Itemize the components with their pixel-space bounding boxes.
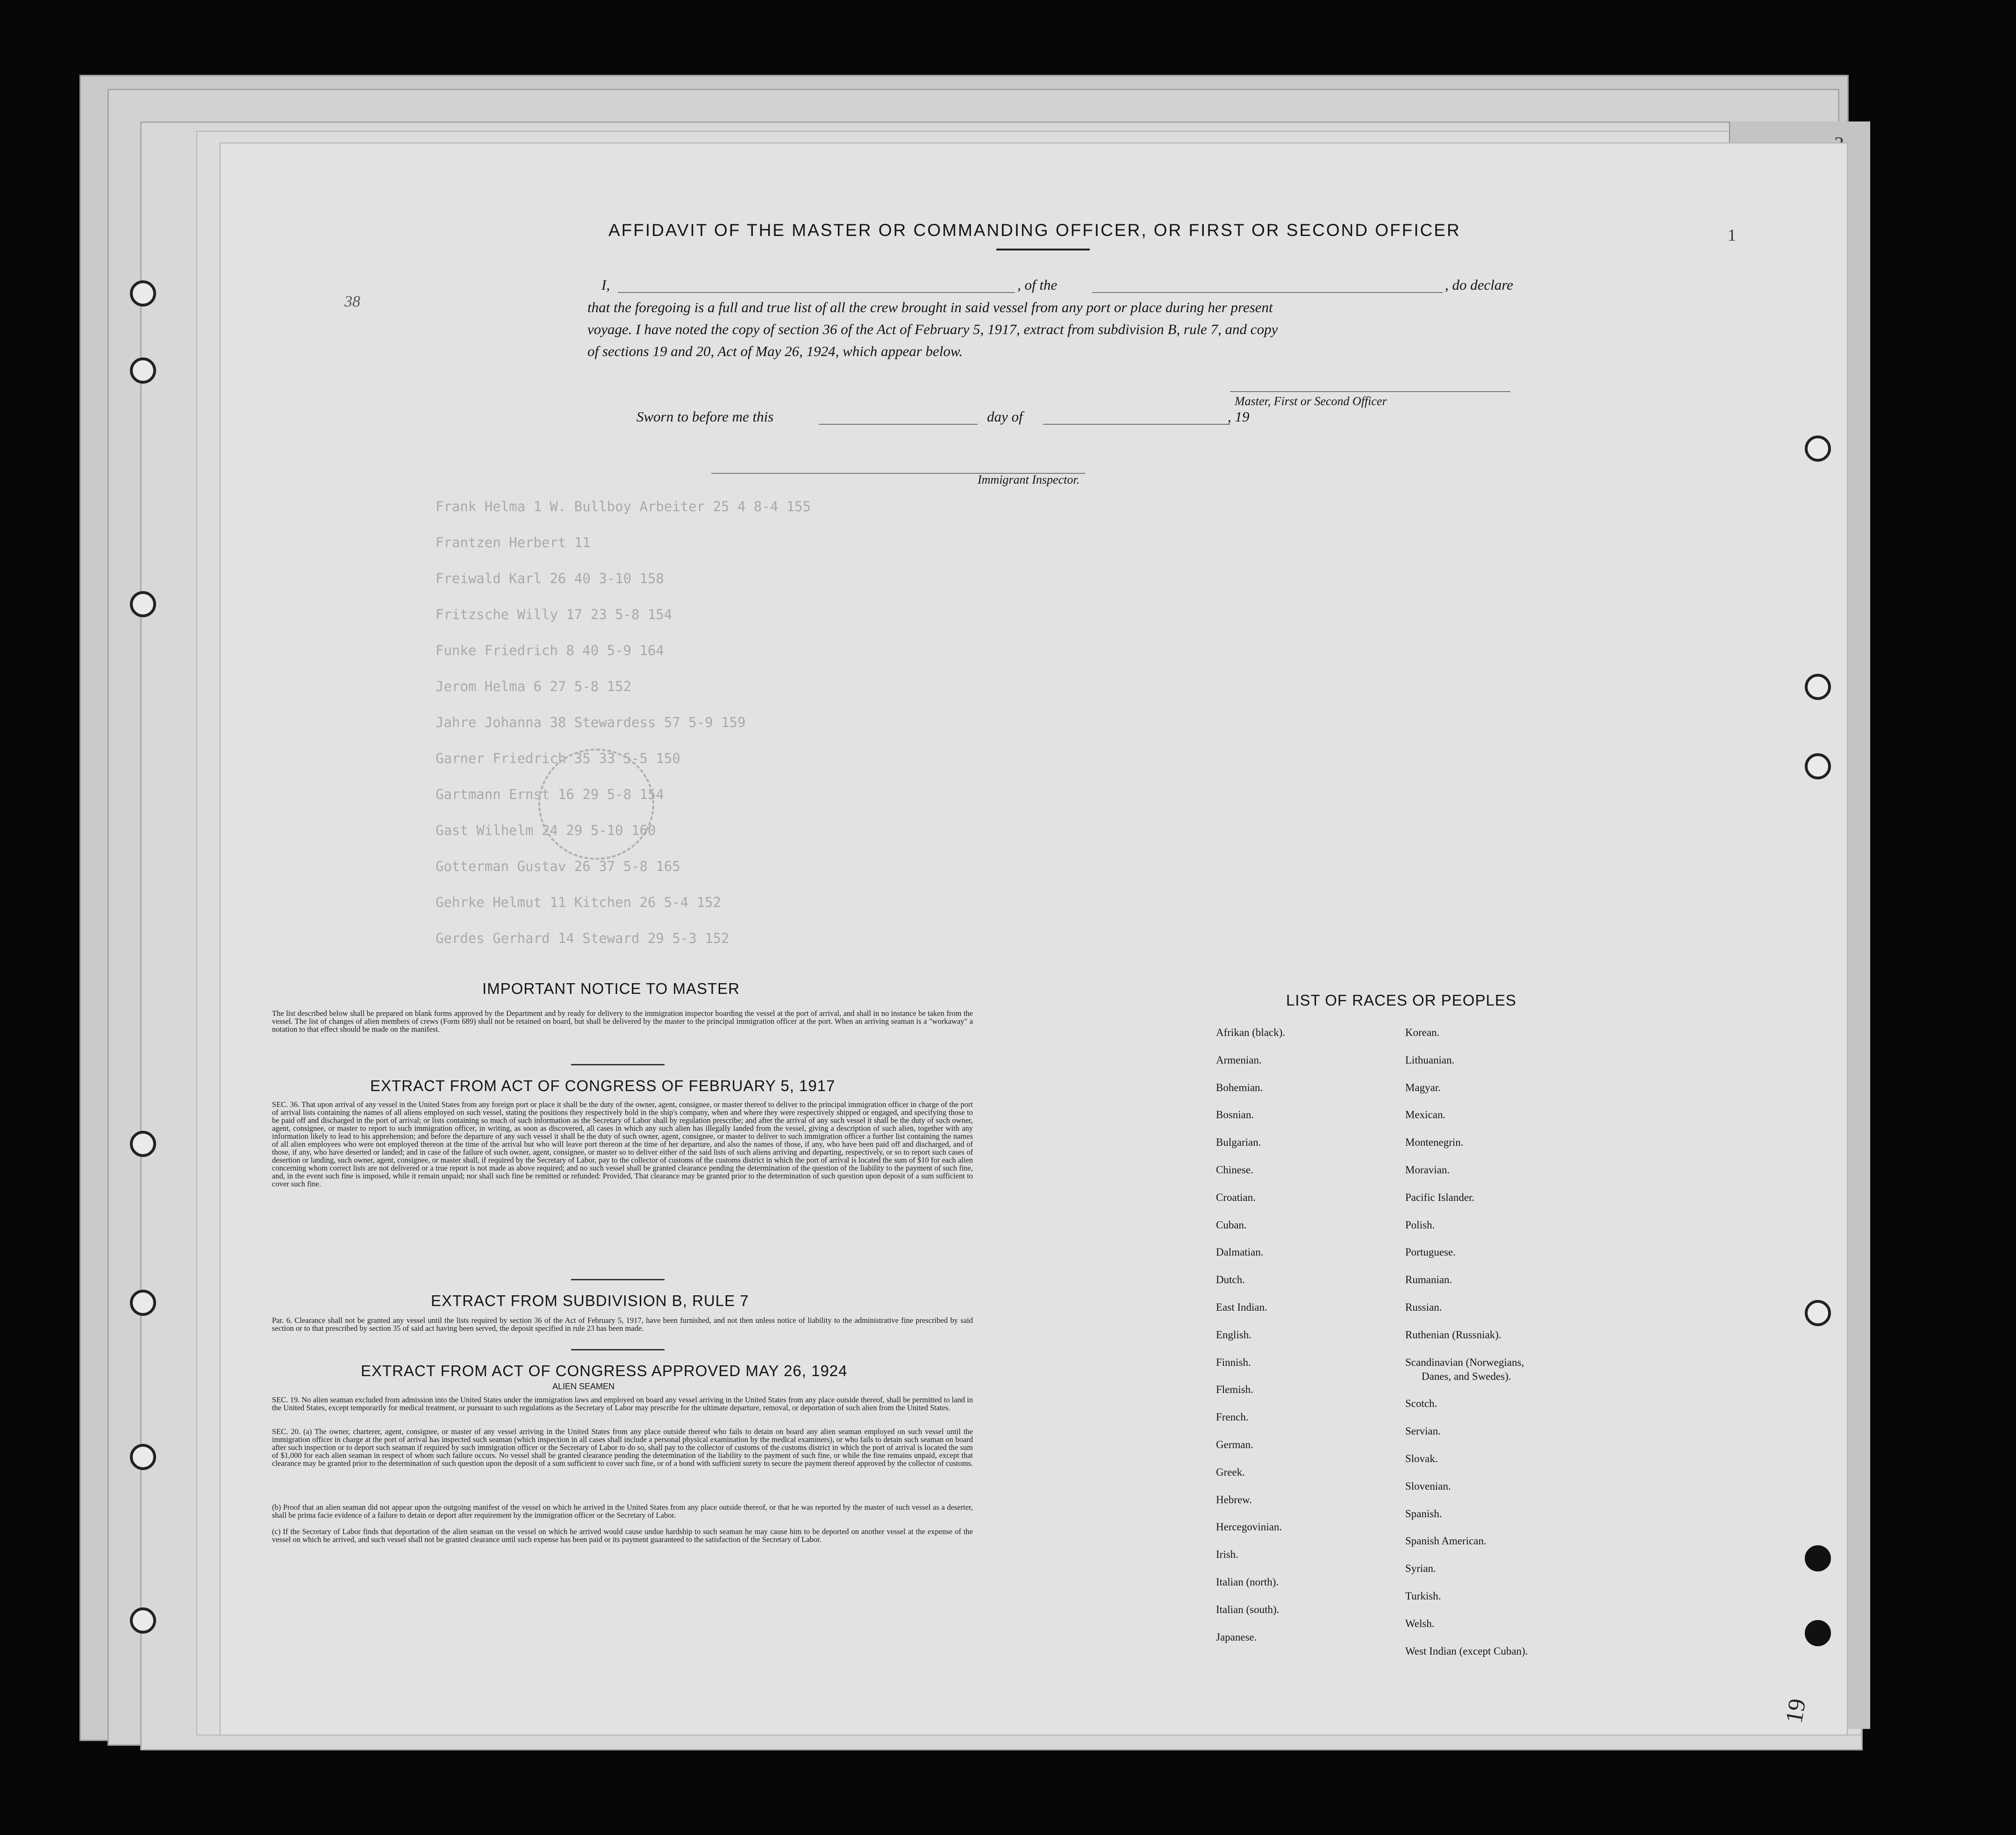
race-item: Afrikan (black). [1216,1027,1286,1038]
section-rule [571,1279,665,1280]
race-item: Korean. [1405,1027,1440,1038]
affidavit-line-4: of sections 19 and 20, Act of May 26, 1924, which appear below. [587,343,963,359]
race-item: Portuguese. [1405,1246,1456,1258]
binder-hole [130,357,156,384]
ghost-row: Garner Friedrich 35 33 5-5 150 [436,750,680,766]
month-blank [1043,424,1230,425]
race-item: Irish. [1216,1549,1238,1561]
section-rule [571,1349,665,1350]
binder-hole [130,1607,156,1634]
race-item: Croatian. [1216,1191,1256,1203]
affidavit-line-3: voyage. I have noted the copy of section 36 of the Act of February 5, 1917, extract from subdivision B, rule 7, and copy [587,321,1278,337]
race-item: Magyar. [1405,1081,1441,1093]
notice-body: The list described below shall be prepared on blank forms approved by the Department and by ready for delivery to the immigration inspector boarding the vessel at the port of arrival, and shall in no instance be taken from the vessel. The list of changes of alien members of crews (Form 689) shall not be retained on board, but shall be delivered by the master to the principal immigration officer at the port. When an arriving seaman is a "workaway" a notation to that effect should be made on the manifest. [272,1009,973,1034]
ghost-row: Freiwald Karl 26 40 3-10 158 [436,571,664,586]
extract-1924-subtitle: ALIEN SEAMEN [552,1382,615,1391]
faded-seal [538,749,654,860]
race-item: Spanish American. [1405,1535,1487,1547]
race-item: Polish. [1405,1219,1435,1231]
affidavit-of-the: , of the [1017,277,1058,293]
race-item: Flemish. [1216,1384,1253,1396]
document-page [220,143,1848,1735]
race-item: Italian (south). [1216,1603,1280,1615]
race-item: Greek. [1216,1466,1245,1478]
title-rule [996,249,1090,250]
race-item: Servian. [1405,1425,1441,1437]
race-item: Syrian. [1405,1563,1436,1575]
binder-hole [130,1444,156,1470]
race-item: Slovak. [1405,1453,1438,1464]
race-item: Finnish. [1216,1356,1251,1368]
races-title: LIST OF RACES OR PEOPLES [1286,992,1516,1009]
top-right-mark: 1 [1728,226,1736,244]
year-label: , 19 [1228,408,1250,425]
race-item: Rumanian. [1405,1274,1452,1286]
race-item: Danes, and Swedes). [1422,1370,1511,1382]
binder-hole [130,591,156,617]
ghost-row: Gast Wilhelm 24 29 5-10 160 [436,822,656,838]
notice-title: IMPORTANT NOTICE TO MASTER [482,980,740,997]
ghost-row: Gartmann Ernst 16 29 5-8 154 [436,786,664,802]
sec20c-body: (c) If the Secretary of Labor finds that deportation of the alien seaman on the vessel on which he arrived would cause undue hardship to such seaman he may cause him to be deported on another vessel at the expense of the vessel on which he arrived, and such vessel shall not be granted clearance until such expense has been paid or its payment guaranteed to the satisfaction of the Secretary of Labor. [272,1527,973,1544]
sec20b-body: (b) Proof that an alien seaman did not appear upon the outgoing manifest of the vessel on which he arrived in the United States from any place outside thereof, or that he was reported by the master of such vessel as a deserter, shall be prima facie evidence of a failure to detain or deport after requirement by the immigration officer or the Secretary of Labor. [272,1503,973,1520]
vessel-blank [1092,292,1443,293]
race-item: East Indian. [1216,1301,1267,1313]
extract-1924-title: EXTRACT FROM ACT OF CONGRESS APPROVED MAY 26, 1924 [361,1362,848,1379]
race-item: Dutch. [1216,1274,1245,1286]
race-item: Mexican. [1405,1109,1446,1121]
race-item: German. [1216,1439,1253,1450]
ghost-row: Jahre Johanna 38 Stewardess 57 5-9 159 [436,714,746,730]
sec20a-body: SEC. 20. (a) The owner, charterer, agent, consignee, or master of any vessel arriving in the United States from any place outside thereof who fails to detain on board any alien seaman employed on such vessel until the immigration officer in charge at the port of arrival has inspected such seaman (which inspection in all cases shall include a personal physical examination by the medical examiners), or who fails to detain such seaman on board after such inspection or to deport such seaman if required by such immigration officer or the Secretary of Labor to do so, shall pay to the collector of customs of the customs district in which the port of arrival is located the sum of $1,000 for each alien seaman in respect of whom such failure occurs. No vessel shall be granted clearance pending the determination of the liability to the payment of such fine, or while the fine remains unpaid, except that clearance may be granted prior to the determination of such question upon the deposit of a sum sufficient to cover such fine, or of a bond with sufficient surety to secure the payment thereof approved by the collector of customs. [272,1427,973,1468]
race-item: Japanese. [1216,1631,1257,1643]
race-item: Pacific Islander. [1405,1191,1475,1203]
binder-hole [1805,674,1831,700]
race-item: French. [1216,1411,1249,1423]
race-item: Hebrew. [1216,1493,1252,1506]
affidavit-i: I, [601,277,610,293]
sworn-label: Sworn to before me this [636,408,774,425]
ghost-row: Gerdes Gerhard 14 Steward 29 5-3 152 [436,930,729,946]
extract-1917-body: SEC. 36. That upon arrival of any vessel in the United States from any foreign port or place it shall be the duty of the owner, agent, consignee, or master thereof to deliver to the principal immigration officer in charge of the port of arrival lists containing the names of all aliens employed on such vessel, stating the positions they respectively hold in the ship's company, when and where they were respectively shipped or engaged, and specifying those to be paid off and discharged in the port of arrival; or lists containing so much of such information as the Secretary of Labor shall by regulation prescribe; and after the arrival of any such vessel it shall be the duty of such owner, agent, consignee, or master to report to such immigration officer, in writing, as soon as discovered, all cases in which any such alien has illegally landed from the vessel, giving a description of such alien, together with any information likely to lead to his apprehension; and before the departure of any such vessel it shall be the duty of such owner, agent, consignee, or master to deliver to such immigration officer a further list containing the names of all alien employees who were not employed thereon at the time of the arrival but who will leave port thereon at the time of her departure, and also the names of those, if any, who have been paid off and discharged, and of those, if any, who have deserted or landed; and in case of the failure of such owner, agent, consignee, or master so to deliver either of the said lists of such aliens arriving and departing, respectively, or so to report such cases of desertion or landing, such owner, agent, consignee, or master shall, if required by the Secretary of Labor, pay to the collector of customs of the customs district in which the port of arrival is located the sum of $10 for each alien concerning whom correct lists are not delivered or a true report is not made as above required; and no such vessel shall be granted clearance pending the determination of the question of the liability to the payment of such fine, and, in the event such fine is imposed, while it remain unpaid; nor shall such fine be remitted or refunded: Provided, That clearance may be granted prior to the determination of such question upon deposit of a sum sufficient to cover such fine. [272,1100,973,1188]
race-item: Chinese. [1216,1164,1253,1176]
race-item: Turkish. [1405,1590,1441,1602]
race-item: Bohemian. [1216,1081,1263,1093]
margin-number: 38 [344,293,360,310]
race-item: Welsh. [1405,1617,1435,1629]
race-item: Dalmatian. [1216,1246,1264,1258]
binder-hole [130,1290,156,1316]
day-of-label: day of [987,408,1023,425]
master-label: Master, First or Second Officer [1235,394,1387,408]
sec19-body: SEC. 19. No alien seaman excluded from admission into the United States under the immigration laws and employed on board any vessel arriving in the United States from any place outside thereof, shall be permitted to land in the United States, except temporarily for medical treatment, or pursuant to such regulations as the Secretary of Labor may prescribe for the ultimate departure, removal, or deportation of such alien from the United States. [272,1395,973,1412]
race-item: Lithuanian. [1405,1054,1455,1066]
race-item: Scandinavian (Norwegians, [1405,1356,1524,1368]
affidavit-declare: , do declare [1445,277,1514,293]
race-item: Scotch. [1405,1398,1437,1410]
day-blank [819,424,978,425]
rule7-title: EXTRACT FROM SUBDIVISION B, RULE 7 [431,1292,749,1309]
race-item: Bosnian. [1216,1109,1254,1121]
binder-hole [130,1131,156,1157]
race-item: Spanish. [1405,1507,1442,1520]
name-blank [618,292,1015,293]
race-item: Moravian. [1405,1164,1450,1176]
race-item: English. [1216,1328,1252,1341]
race-item: Armenian. [1216,1054,1262,1066]
page-number: 19 [1780,1696,1811,1726]
ghost-row: Funke Friedrich 8 40 5-9 164 [436,643,664,658]
race-item: Cuban. [1216,1219,1247,1231]
race-item: Bulgarian. [1216,1136,1261,1149]
race-item: Slovenian. [1405,1480,1451,1492]
binder-hole [1805,1545,1831,1571]
ghost-row: Frank Helma 1 W. Bullboy Arbeiter 25 4 8-4 155 [436,499,811,514]
race-item: Italian (north). [1216,1576,1279,1588]
race-item: Montenegrin. [1405,1136,1464,1149]
ghost-row: Gotterman Gustav 26 37 5-8 165 [436,858,680,874]
inspector-label: Immigrant Inspector. [978,473,1080,486]
rule7-body: Par. 6. Clearance shall not be granted any vessel until the lists required by section 36 of the Act of February 5, 1917, have been furnished, and not then unless notice of liability to the administrative fine prescribed by said section or to that prescribed by section 35 of said act having been served, the deposit specified in rule 23 has been made. [272,1316,973,1333]
race-item: Russian. [1405,1301,1442,1313]
signature-blank [1230,391,1510,392]
binder-hole [1805,1300,1831,1326]
race-item: West Indian (except Cuban). [1405,1645,1528,1657]
affidavit-title: AFFIDAVIT OF THE MASTER OR COMMANDING OFFICER, OR FIRST OR SECOND OFFICER [608,221,1461,240]
race-item: Hercegovinian. [1216,1521,1282,1533]
ghost-row: Jerom Helma 6 27 5-8 152 [436,678,632,694]
ghost-row: Frantzen Herbert 11 [436,535,591,550]
ghost-row: Fritzsche Willy 17 23 5-8 154 [436,607,672,622]
extract-1917-title: EXTRACT FROM ACT OF CONGRESS OF FEBRUARY 5, 1917 [370,1077,836,1094]
race-item: Ruthenian (Russniak). [1405,1328,1501,1341]
binder-hole [1805,1620,1831,1646]
binder-hole [130,280,156,307]
binder-hole [1805,436,1831,462]
ghost-row: Gehrke Helmut 11 Kitchen 26 5-4 152 [436,894,722,910]
binder-hole [1805,753,1831,779]
section-rule [571,1064,665,1065]
affidavit-line-2: that the foregoing is a full and true list of all the crew brought in said vessel from any port or place during her present [587,299,1273,315]
